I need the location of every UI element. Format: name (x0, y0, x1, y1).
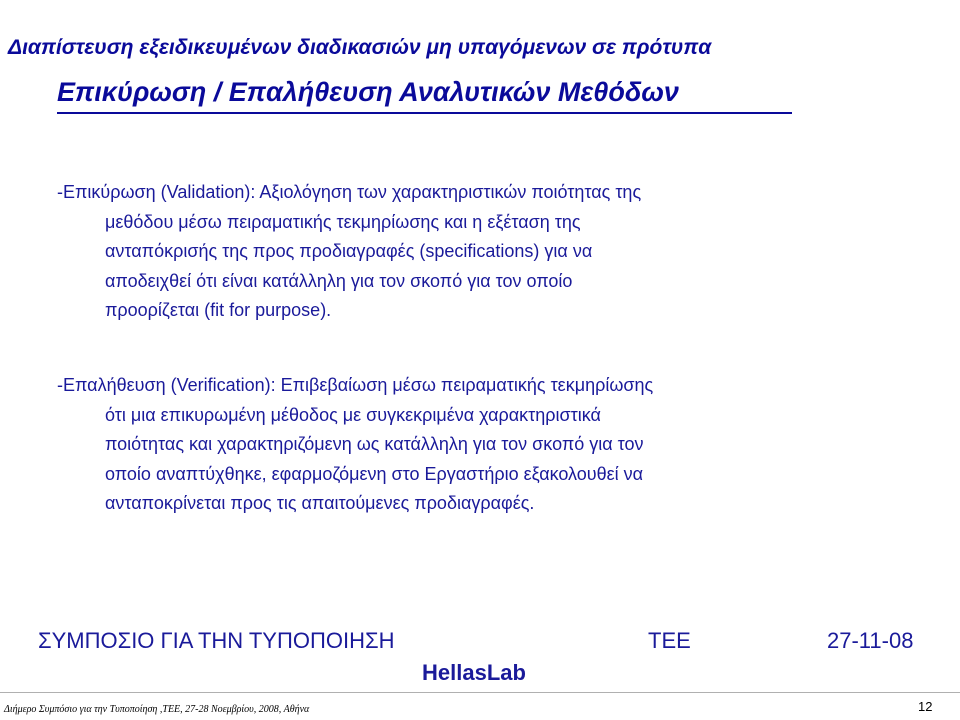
validation-line: μεθόδου μέσω πειραματικής τεκμηρίωσης και η εξέταση της (105, 211, 581, 232)
footer-date: 27-11-08 (827, 628, 914, 653)
verification-line: ποιότητας και χαρακτηριζόμενη ως κατάλληλη για τον σκοπό για τον (105, 434, 644, 454)
verification-paragraph (57, 371, 653, 519)
validation-line: ανταπόκρισής της προς προδιαγραφές (specifications) για να (105, 241, 593, 261)
title-underline (57, 112, 792, 114)
verification-line: ότι μια επικυρωμένη μέθοδος με συγκεκριμένα χαρακτηριστικά (105, 404, 601, 425)
footer-hellaslab: HellasLab (422, 660, 526, 685)
page-number: 12 (918, 699, 933, 714)
event-note: Διήμερο Συμπόσιο για την Τυποποίηση ,ΤΕΕ, 27-28 Νοεμβρίου, 2008, Αθήνα (4, 704, 310, 715)
validation-paragraph (57, 178, 641, 326)
page-header: Διαπίστευση εξειδικευμένων διαδικασιών μη υπαγόμενων σε πρότυπα (8, 36, 712, 59)
verification-line: ανταποκρίνεται προς τις απαιτούμενες προδιαγραφές. (105, 493, 535, 513)
footer-organization-tee: ΤΕΕ (648, 628, 691, 653)
slide-title: Επικύρωση / Επαλήθευση Αναλυτικών Μεθόδων (57, 77, 679, 107)
bottom-divider (0, 692, 960, 693)
validation-line: προορίζεται (fit for purpose). (105, 300, 332, 320)
verification-line: οποίο αναπτύχθηκε, εφαρμοζόμενη στο Εργαστήριο εξακολουθεί να (105, 463, 644, 484)
validation-line: -Επικύρωση (Validation): Αξιολόγηση των χαρακτηριστικών ποιότητας της (57, 182, 642, 202)
validation-line: αποδειχθεί ότι είναι κατάλληλη για τον σκοπό για τον οποίο (105, 270, 573, 291)
verification-line: -Επαλήθευση (Verification): Επιβεβαίωση μέσω πειραματικής τεκμηρίωσης (57, 375, 654, 395)
footer-symposium: ΣΥΜΠΟΣΙΟ ΓΙΑ ΤΗΝ ΤΥΠΟΠΟΙΗΣΗ (38, 628, 395, 653)
